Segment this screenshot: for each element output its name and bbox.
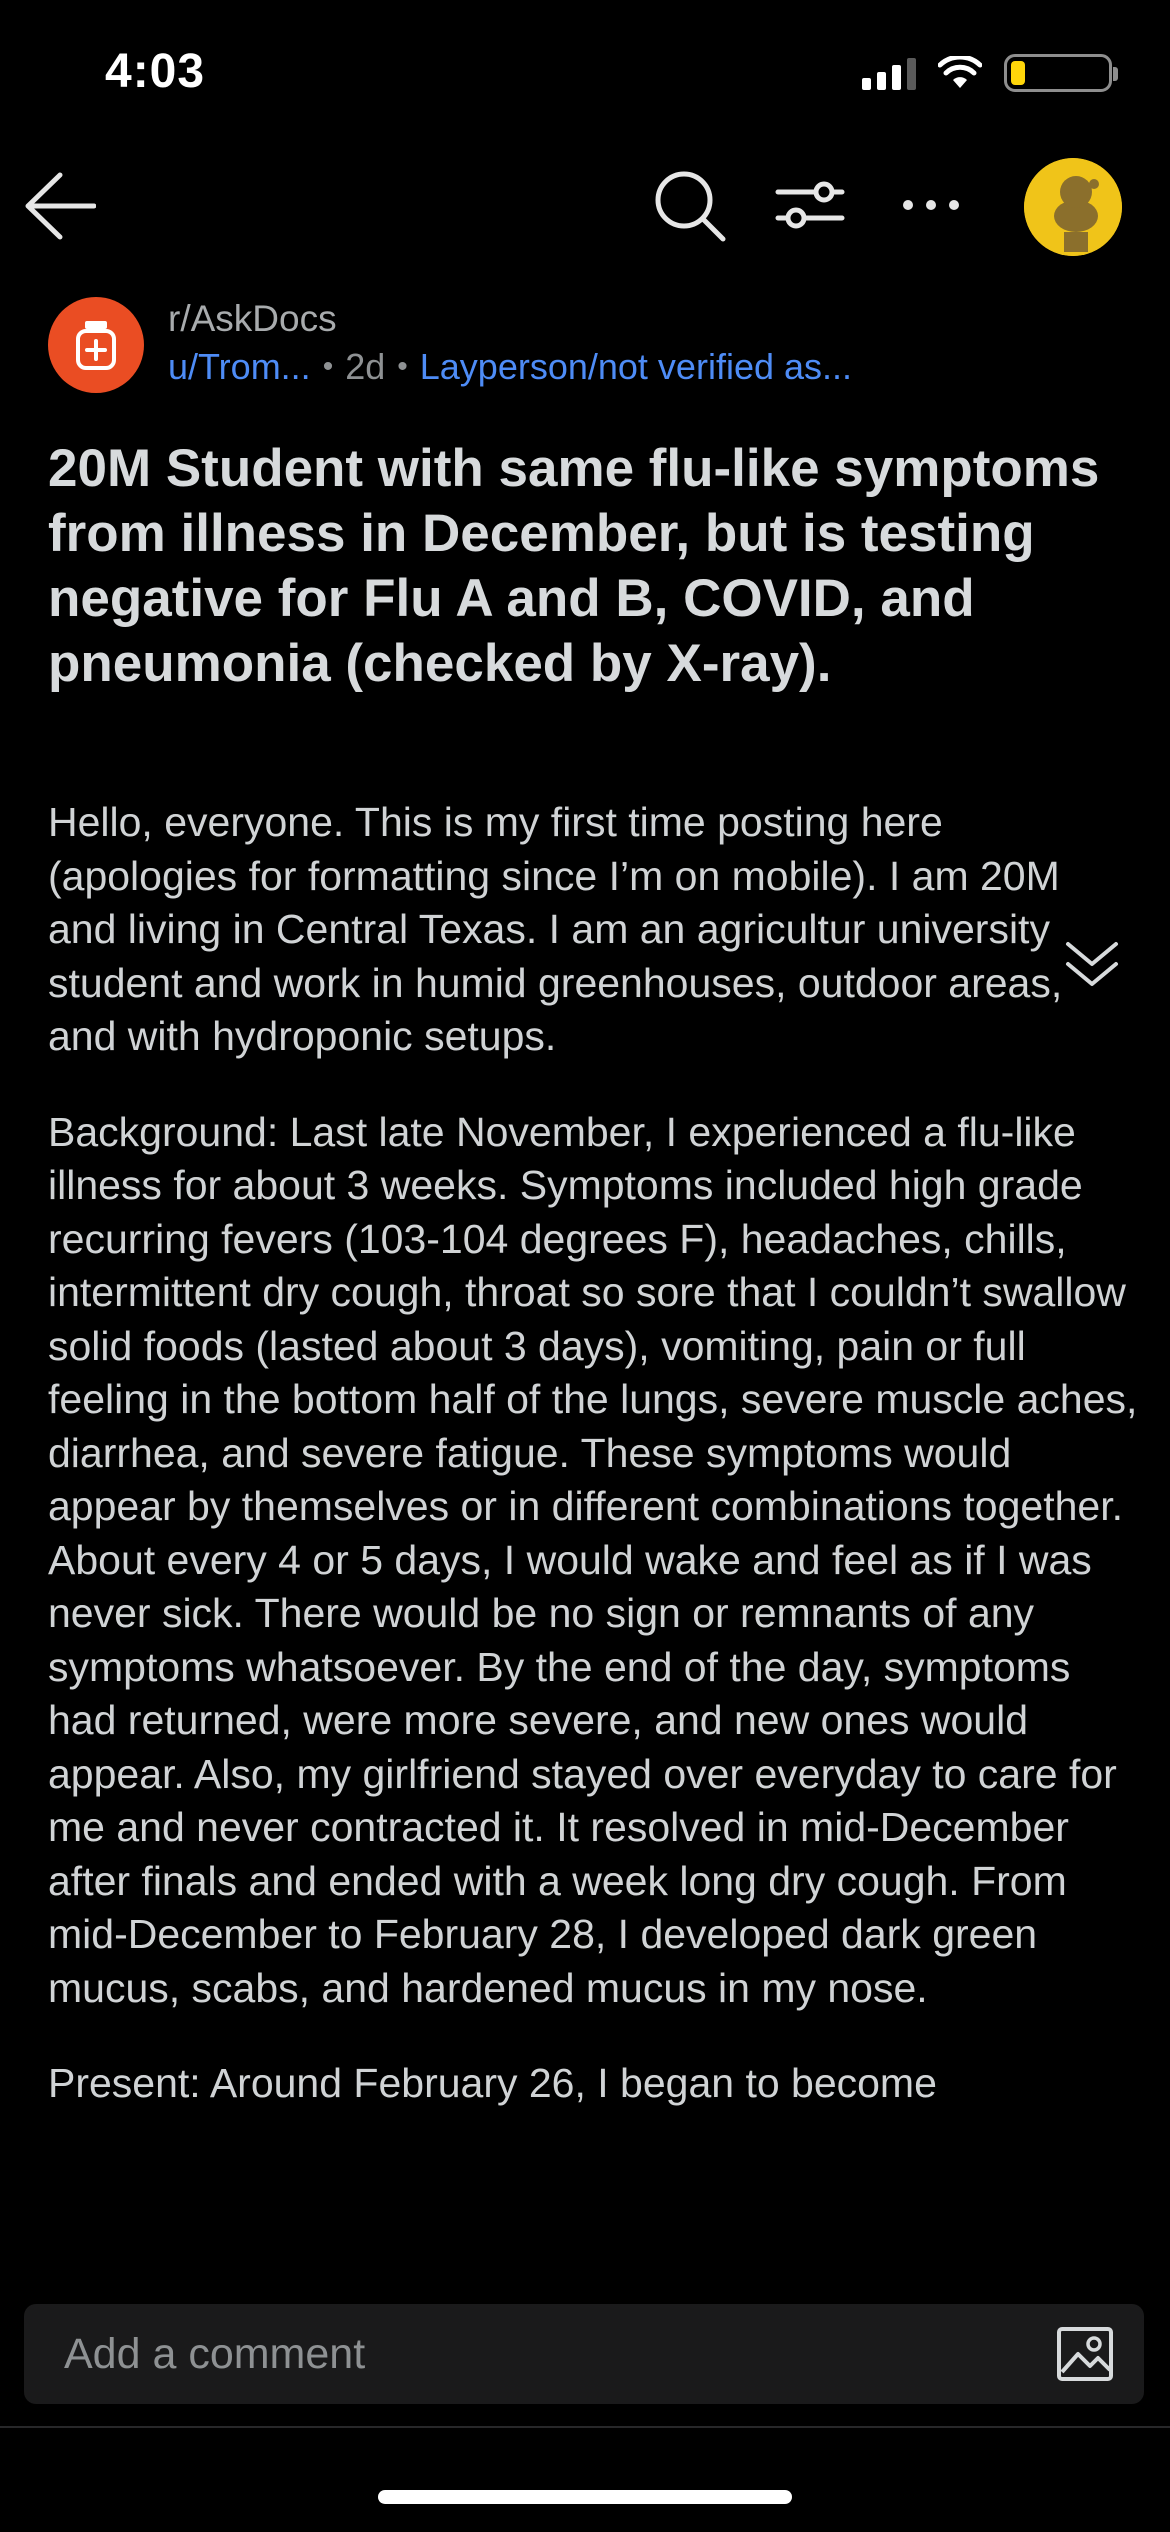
- separator-dot: •: [397, 350, 408, 383]
- status-icons: [862, 54, 1112, 92]
- subreddit-icon[interactable]: [48, 297, 144, 393]
- user-avatar-icon[interactable]: [1024, 158, 1122, 256]
- cellular-signal-icon: [862, 56, 916, 90]
- post-age: 2d: [345, 346, 386, 387]
- comment-input[interactable]: [24, 2304, 1144, 2404]
- user-flair[interactable]: Layperson/not verified as...: [419, 346, 853, 387]
- post-meta: [168, 346, 852, 388]
- more-options-icon[interactable]: [896, 185, 966, 225]
- divider: [0, 2426, 1170, 2428]
- chevron-down-icon[interactable]: [1064, 936, 1120, 996]
- separator-dot: •: [322, 350, 334, 383]
- image-icon[interactable]: [1056, 2326, 1114, 2387]
- post-author[interactable]: u/Trom...: [168, 346, 311, 387]
- post-title: 20M Student with same flu-like symptoms from illness in December, but is testing negative for Flu A and B, COVID, and pneumonia (checked by X-ray).: [48, 439, 1100, 693]
- post-body: [48, 796, 1138, 2153]
- comment-placeholder: Add a comment: [64, 2329, 366, 2378]
- post-paragraph: Background: Last late November, I experienced a flu-like illness for about 3 weeks. Symptoms included high grade recurring fevers (103-104 degrees F), headaches, chills, intermittent dry cough, throat so sore that I couldn’t swallow solid foods (lasted about 3 days), vomiting, pain or full feeling in the bottom half of the lungs, severe muscle aches, diarrhea, and severe fatigue. These symptoms would appear by themselves or in different combinations together. About every 4 or 5 days, I would wake and feel as if I was never sick. There would be no sign or remnants of any symptoms whatsoever. By the end of the day, symptoms had returned, were more severe, and new ones would appear. Also, my girlfriend stayed over everyday to care for me and never contracted it. It resolved in mid-December after finals and ended with a week long dry cough. From mid-December to February 28, I developed dark green mucus, scabs, and hardened mucus in my nose.: [48, 1108, 1138, 2011]
- filter-icon[interactable]: [770, 170, 850, 240]
- post-paragraph: Hello, everyone. This is my first time posting here (apologies for formatting since I’m on mobile). I am 20M and living in Central Texas. I am an agricultur university student and work in humid greenhouses, outdoor areas, and with hydroponic setups.: [48, 799, 1063, 1059]
- home-indicator[interactable]: [378, 2490, 792, 2504]
- subreddit-name[interactable]: r/AskDocs: [168, 298, 337, 339]
- search-icon[interactable]: [650, 166, 730, 246]
- battery-icon: [1004, 54, 1112, 92]
- post-paragraph: Present: Around February 26, I began to become: [48, 2060, 937, 2106]
- status-time: 4:03: [105, 45, 206, 98]
- wifi-icon: [938, 56, 982, 90]
- back-arrow-icon[interactable]: [22, 168, 98, 244]
